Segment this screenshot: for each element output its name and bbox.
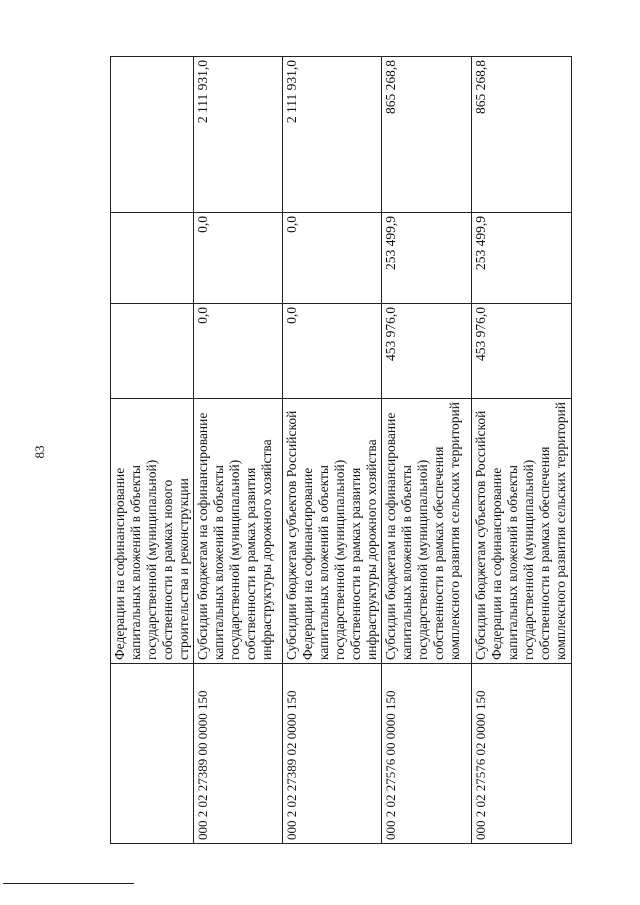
page-number: 83 <box>32 445 47 459</box>
budget-table-sheet <box>110 57 568 844</box>
table-row <box>382 57 472 844</box>
amount-cell-year-2: 253 499,9 <box>382 213 472 304</box>
table-row <box>472 57 572 844</box>
rotated-table-container <box>110 57 568 844</box>
amount-cell-year-2 <box>111 213 194 304</box>
revenue-name-cell: Субсидии бюджетам на софинансирование капитальных вложений в объекты государственной (муниципальной) собственности в рамках развития инфраструктуры дорожного хозяйства <box>194 399 283 664</box>
budget-table <box>110 56 572 844</box>
revenue-name-cell: Субсидии бюджетам субъектов Российской Федерации на софинансирование капитальных вложений в объекты государственной (муниципальной) собственности в рамках развития инфраструктуры дорожного хозяйства <box>283 399 382 664</box>
table-row <box>283 57 382 844</box>
amount-cell-year-1: 0,0 <box>194 304 283 399</box>
kbk-code-cell: 000 2 02 27389 02 0000 150 <box>283 664 382 844</box>
kbk-code-cell: 000 2 02 27576 00 0000 150 <box>382 664 472 844</box>
amount-cell-year-2: 0,0 <box>283 213 382 304</box>
amount-cell-year-1: 0,0 <box>283 304 382 399</box>
table-row <box>194 57 283 844</box>
revenue-name-cell: Субсидии бюджетам субъектов Российской Федерации на софинансирование капитальных вложений в объекты государственной (муниципальной) собственности в рамках обеспечения комплексного развития сельских территорий <box>472 399 572 664</box>
revenue-name-cell: Субсидии бюджетам на софинансирование капитальных вложений в объекты государственной (муниципальной) собственности в рамках обеспечения комплексного развития сельских территорий <box>382 399 472 664</box>
footnote-divider <box>3 883 134 884</box>
amount-cell-year-2: 0,0 <box>194 213 283 304</box>
amount-cell-year-1: 453 976,0 <box>382 304 472 399</box>
amount-cell-year-3: 2 111 931,0 <box>283 57 382 213</box>
table-row <box>111 57 194 844</box>
amount-cell-year-3: 865 268,8 <box>382 57 472 213</box>
kbk-code-cell <box>111 664 194 844</box>
amount-cell-year-2: 253 499,9 <box>472 213 572 304</box>
amount-cell-year-3 <box>111 57 194 213</box>
amount-cell-year-1 <box>111 304 194 399</box>
amount-cell-year-3: 2 111 931,0 <box>194 57 283 213</box>
amount-cell-year-1: 453 976,0 <box>472 304 572 399</box>
kbk-code-cell: 000 2 02 27576 02 0000 150 <box>472 664 572 844</box>
revenue-name-cell: Федерации на софинансирование капитальных вложений в объекты государственной (муниципальной) собственности в рамках нового строительства и реконструкции <box>111 399 194 664</box>
amount-cell-year-3: 865 268,8 <box>472 57 572 213</box>
kbk-code-cell: 000 2 02 27389 00 0000 150 <box>194 664 283 844</box>
